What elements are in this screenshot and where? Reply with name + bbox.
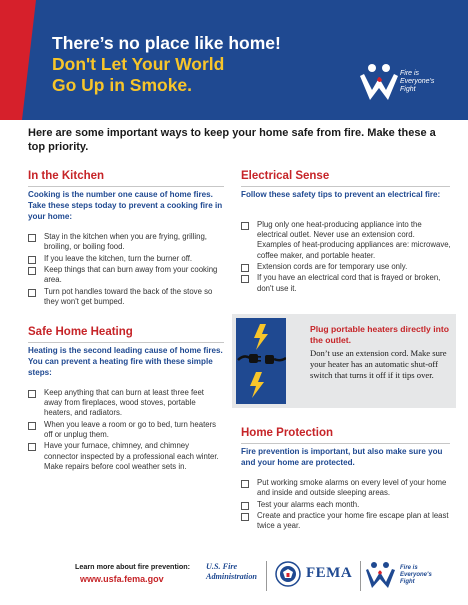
checklist-item-text: Keep things that can burn away from your cooking area. xyxy=(44,264,218,285)
checklist-item xyxy=(28,232,224,252)
protection-checklist xyxy=(241,478,451,533)
checkbox-icon xyxy=(28,289,36,297)
header-banner xyxy=(0,0,468,120)
unplugged-cord-lightning-icon xyxy=(236,318,286,404)
kitchen-rule xyxy=(28,186,224,187)
footer-divider xyxy=(360,561,361,591)
checkbox-icon xyxy=(241,264,249,272)
checkbox-icon xyxy=(241,275,249,283)
footer-url-link[interactable]: www.usfa.fema.gov xyxy=(80,574,164,584)
footer-logo-text: Fire is Everyone's Fight xyxy=(400,565,432,585)
fire-is-everyones-fight-footer-logo xyxy=(366,560,402,590)
banner-logo-text: Fire is Everyone's Fight xyxy=(400,70,435,93)
banner-subheadline-1: Don't Let Your World xyxy=(52,54,225,74)
heating-rule xyxy=(28,342,224,343)
checkbox-icon xyxy=(28,443,36,451)
electrical-checklist xyxy=(241,220,451,295)
heating-lead: Heating is the second leading cause of home fires. You can prevent a heating fire with these simple steps: xyxy=(28,346,223,377)
checklist-item xyxy=(28,254,224,264)
checklist-item xyxy=(241,500,451,510)
checkbox-icon xyxy=(28,234,36,242)
kitchen-lead: Cooking is the number one cause of home fires. Take these steps today to prevent a cooking fire in your home: xyxy=(28,190,223,221)
heating-title: Safe Home Heating xyxy=(28,326,133,338)
banner-subheadline-2: Go Up in Smoke. xyxy=(52,75,193,95)
footer-learn-more: Learn more about fire prevention: xyxy=(75,562,191,571)
callout-title: Plug portable heaters directly into the outlet. xyxy=(310,324,449,345)
checkbox-icon xyxy=(28,390,36,398)
checklist-item xyxy=(28,441,224,472)
callout-body: Don’t use an extension cord. Make sure your heater has an automatic shut-off switch that turns it off if it tips over. xyxy=(310,348,447,380)
checkbox-icon xyxy=(241,502,249,510)
checklist-item-text: Put working smoke alarms on every level of your home and inside and outside sleeping areas. xyxy=(257,478,447,498)
checklist-item xyxy=(28,287,224,307)
checkbox-icon xyxy=(28,256,36,264)
checklist-item-text: When you leave a room or go to bed, turn heaters off or unplug them. xyxy=(44,419,217,439)
checklist-item xyxy=(28,388,224,419)
checklist-item-text: If you have an electrical cord that is frayed or broken, don't use it. xyxy=(257,273,441,293)
checkbox-icon xyxy=(241,222,249,230)
checklist-item-text: Create and practice your home fire escape plan at least twice a year. xyxy=(257,510,449,531)
electrical-title: Electrical Sense xyxy=(241,170,330,182)
intro-text: Here are some important ways to keep your home safe from fire. Make these a top priority. xyxy=(28,127,436,153)
checklist-item xyxy=(241,478,451,498)
footer-divider xyxy=(266,561,267,591)
protection-title: Home Protection xyxy=(241,427,334,439)
dhs-seal-icon xyxy=(275,561,301,587)
checklist-item xyxy=(241,262,451,272)
checklist-item xyxy=(28,420,224,440)
banner-headline: There’s no place like home! xyxy=(52,33,281,53)
usfa-line-1: U.S. Fire xyxy=(206,562,238,571)
protection-rule xyxy=(241,443,450,444)
checklist-item-text: Plug only one heat-producing appliance into the electrical outlet. Never use an extension cord. Examples of heat-producing appliances are: microwave, coffee maker, and portable heater. xyxy=(257,220,451,260)
checklist-item xyxy=(241,511,451,531)
checklist-item-text: Keep anything that can burn at least three feet away from fireplaces, wood stoves, portable heaters, and radiators. xyxy=(44,388,204,418)
checklist-item-text: Have your furnace, chimney, and chimney connector inspected by a professional each winter. Make repairs before cool weather sets in. xyxy=(44,441,219,471)
checkbox-icon xyxy=(241,513,249,521)
checklist-item-text: Stay in the kitchen when you are frying, grilling, broiling, or boiling food. xyxy=(44,232,207,252)
fema-wordmark: FEMA xyxy=(306,565,353,581)
checklist-item-text: Turn pot handles toward the back of the stove so they won't get bumped. xyxy=(44,286,213,306)
electrical-rule xyxy=(241,186,450,187)
checklist-item-text: Extension cords are for temporary use only. xyxy=(257,262,408,271)
checklist-item-text: Test your alarms each month. xyxy=(257,499,360,509)
checklist-item xyxy=(241,273,451,293)
protection-lead: Fire prevention is important, but also make sure you and your home are protected. xyxy=(241,447,443,467)
heating-checklist xyxy=(28,388,224,473)
kitchen-checklist xyxy=(28,232,224,308)
checklist-item-text: If you leave the kitchen, turn the burner off. xyxy=(44,253,193,263)
kitchen-title: In the Kitchen xyxy=(28,170,105,182)
checkbox-icon xyxy=(241,480,249,488)
electrical-lead: Follow these safety tips to prevent an electrical fire: xyxy=(241,190,441,199)
checklist-item xyxy=(28,265,224,285)
checkbox-icon xyxy=(28,422,36,430)
checklist-item xyxy=(241,220,451,261)
usfa-wordmark xyxy=(206,562,257,582)
checkbox-icon xyxy=(28,267,36,275)
usfa-line-2: Administration xyxy=(206,572,257,581)
